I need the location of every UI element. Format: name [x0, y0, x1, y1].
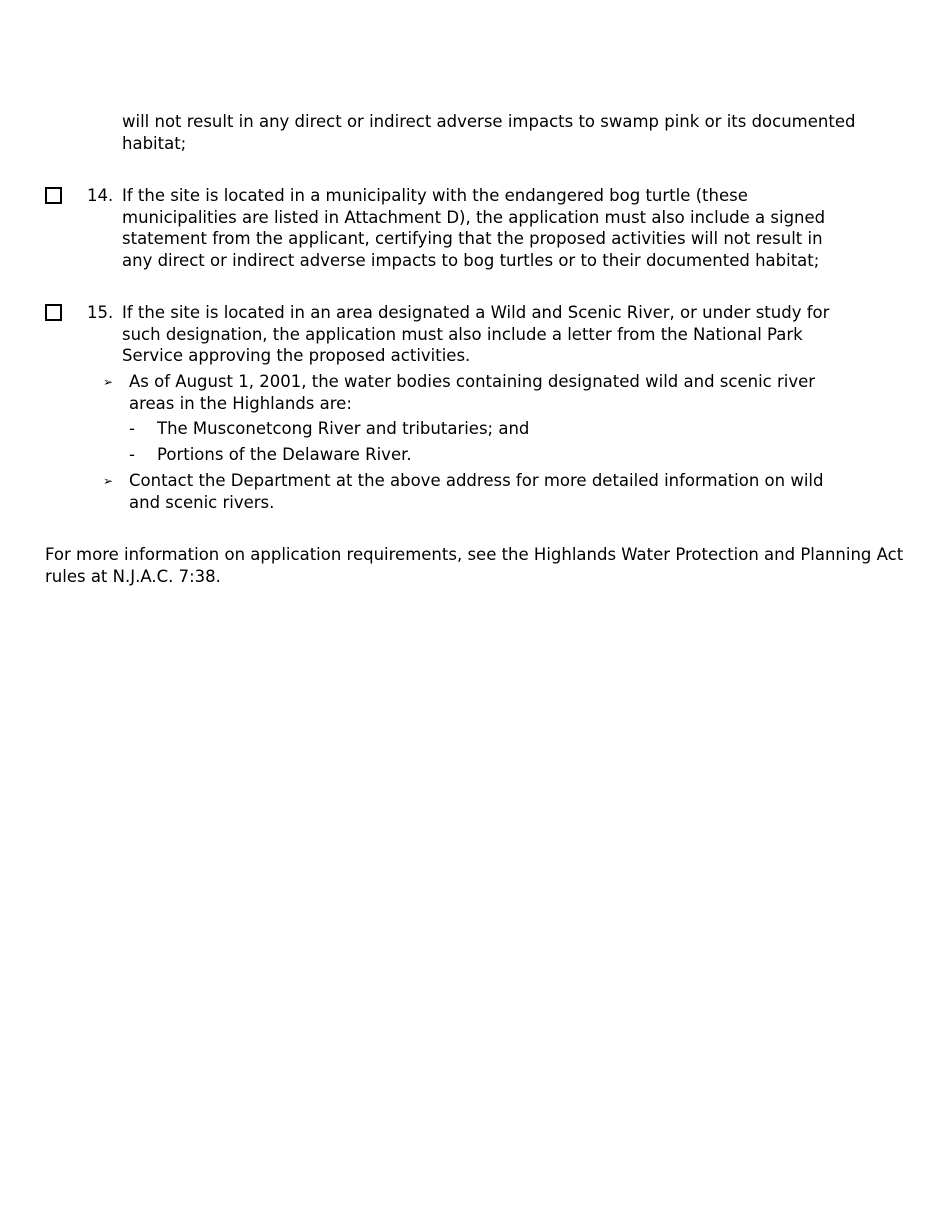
dash-bullet: - — [129, 419, 135, 438]
item-14-number: 14. — [87, 186, 114, 205]
item-14-text: If the site is located in a municipality with the endangered bog turtle (these municipalities are listed in Attachment D), the application must also include a signed statement from the applicant, certifying that the proposed activities will not result in any direct or indirect adverse impacts to bog turtles or to their documented habitat; — [122, 186, 826, 270]
subitem-text: The Musconetcong River and tributaries; and — [157, 419, 530, 438]
bullet-text: Contact the Department at the above address for more detailed information on wild and scenic rivers. — [129, 471, 824, 512]
item-15-checkbox[interactable] — [45, 304, 62, 321]
subitem-text: Portions of the Delaware River. — [157, 445, 412, 464]
arrow-bullet-icon: ➢ — [103, 375, 114, 389]
item-14-checkbox[interactable] — [45, 187, 62, 204]
item-15-number: 15. — [87, 303, 114, 322]
item-15-text: If the site is located in an area designated a Wild and Scenic River, or under study for such designation, the application must also include a letter from the National Park Service approving the proposed activities. — [122, 303, 830, 365]
dash-bullet: - — [129, 445, 135, 464]
bullet-text: As of August 1, 2001, the water bodies containing designated wild and scenic river areas in the Highlands are: — [129, 372, 816, 413]
continued-text: will not result in any direct or indirect adverse impacts to swamp pink or its documented habitat; — [122, 112, 856, 153]
arrow-bullet-icon: ➢ — [103, 474, 114, 488]
footer-note: For more information on application requirements, see the Highlands Water Protection and Planning Act rules at N.J.A.C. 7:38. — [45, 545, 904, 586]
